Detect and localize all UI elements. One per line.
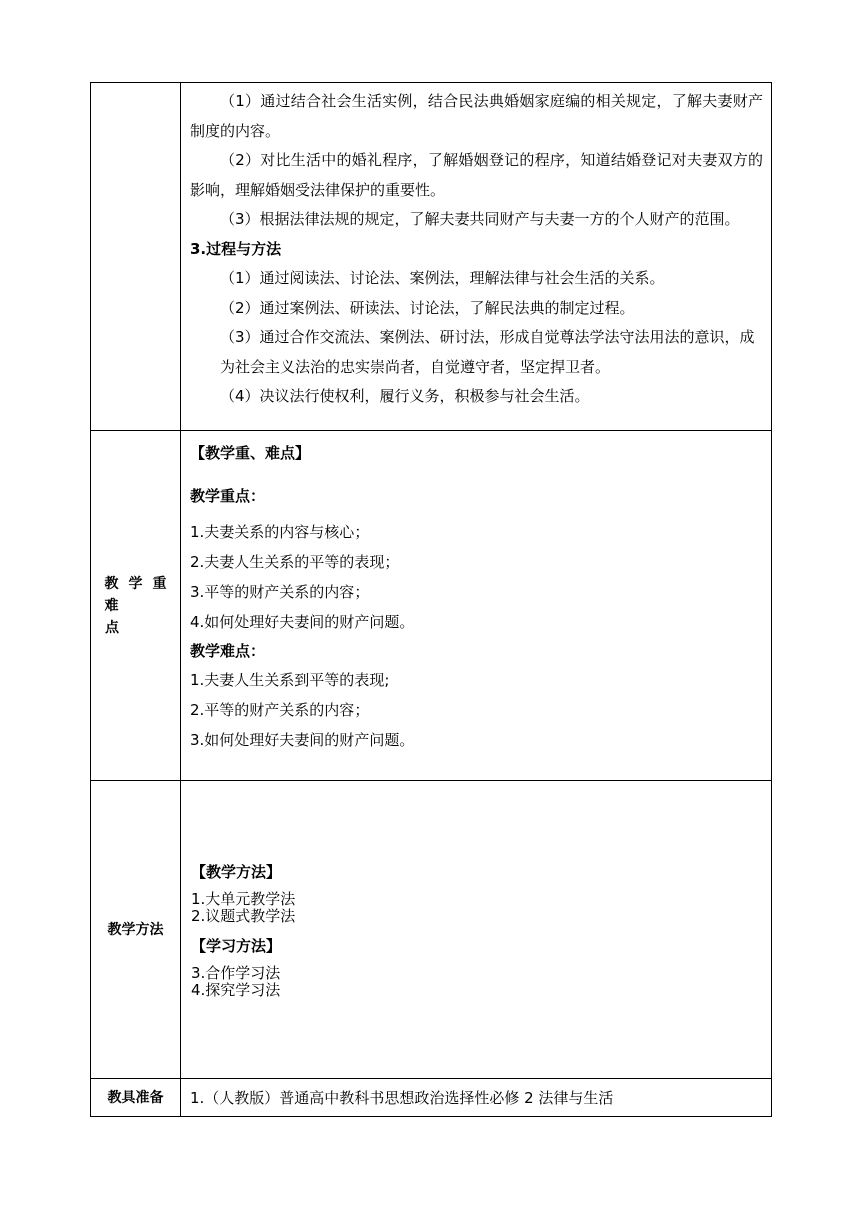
difficulty-item-3: 3.如何处理好夫妻间的财产问题。 — [190, 731, 415, 749]
process-item-1: （1）通过阅读法、讨论法、案例法，理解法律与社会生活的关系。 — [220, 269, 665, 287]
process-heading: 3.过程与方法 — [190, 239, 282, 258]
teaching-method-2: 2.议题式教学法 — [191, 906, 296, 925]
focus-title: 教学重点： — [190, 487, 266, 505]
learning-method-2: 4.探究学习法 — [191, 980, 281, 999]
focus-item-4: 4.如何处理好夫妻间的财产问题。 — [190, 613, 415, 631]
methods-label: 教学方法 — [107, 921, 164, 938]
focus-item-2: 2.夫妻人生关系的平等的表现； — [190, 553, 400, 571]
materials-label-cell — [91, 1079, 181, 1117]
materials-row — [91, 1079, 772, 1117]
methods-label-cell — [91, 781, 181, 1079]
goal-paragraph-3: （3）根据法律法规的规定，了解夫妻共同财产与夫妻一方的个人财产的范围。 — [220, 210, 740, 228]
focus-item-1: 1.夫妻关系的内容与核心； — [190, 523, 370, 541]
process-item-4: （4）决议法行使权利，履行义务，积极参与社会生活。 — [220, 387, 590, 405]
key-points-label-line1: 教 学 重 难 — [104, 575, 167, 614]
teaching-methods-title: 【教学方法】 — [191, 862, 282, 881]
process-item-3: （3）通过合作交流法、案例法、研讨法，形成自觉尊法学法守法用法的意识，成为社会主义法治的忠实崇尚者，自觉遵守者，坚定捍卫者。 — [220, 328, 755, 376]
process-item-2: （2）通过案例法、研读法、讨论法，了解民法典的制定过程。 — [220, 298, 635, 317]
focus-item-3: 3.平等的财产关系的内容； — [190, 583, 370, 601]
methods-row — [91, 781, 772, 1079]
materials-content-cell — [181, 1079, 772, 1117]
materials-label: 教具准备 — [107, 1089, 164, 1106]
goals-label-cell — [91, 83, 181, 431]
key-points-label-cell — [91, 431, 181, 781]
key-points-label-line2: 点 — [105, 619, 119, 636]
difficulty-title: 教学难点： — [190, 642, 266, 660]
difficulty-item-1: 1.夫妻人生关系到平等的表现; — [190, 671, 390, 689]
methods-content-cell — [181, 781, 772, 1079]
key-points-row — [91, 431, 772, 781]
key-points-section-title: 【教学重、难点】 — [190, 444, 311, 462]
learning-method-1: 3.合作学习法 — [191, 963, 281, 982]
teaching-method-1: 1.大单元教学法 — [191, 889, 296, 908]
goals-row — [91, 83, 772, 431]
goals-content-cell — [181, 83, 772, 431]
goal-paragraph-2: （2）对比生活中的婚礼程序，了解婚姻登记的程序，知道结婚登记对夫妻双方的影响，理解婚姻受法律保护的重要性。 — [190, 151, 763, 199]
learning-methods-title: 【学习方法】 — [191, 936, 282, 955]
difficulty-item-2: 2.平等的财产关系的内容； — [190, 701, 370, 719]
key-points-content-cell — [181, 431, 772, 781]
materials-text: 1.（人教版）普通高中教科书思想政治选择性必修 2 法律与生活 — [190, 1088, 614, 1107]
lesson-plan-table — [90, 82, 772, 1117]
goal-paragraph-1: （1）通过结合社会生活实例，结合民法典婚姻家庭编的相关规定，了解夫妻财产制度的内容。 — [190, 92, 763, 140]
